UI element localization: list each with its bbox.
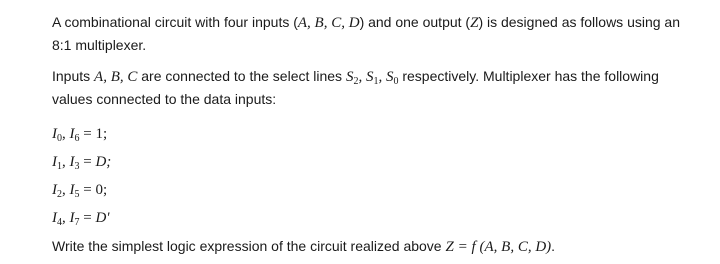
select-inputs-math: A, B, C bbox=[94, 69, 138, 85]
intro-text-3: ) is designed as follows using an 8:1 multiplexer. bbox=[52, 14, 680, 53]
question-task-paragraph bbox=[52, 235, 692, 258]
equation-rhs: 0; bbox=[95, 182, 108, 198]
intro-text-1: A combinational circuit with four inputs ( bbox=[52, 14, 298, 30]
task-function-math: f bbox=[471, 239, 476, 255]
task-text-1: Write the simplest logic expression of the circuit realized above bbox=[52, 238, 446, 254]
question-document bbox=[52, 11, 692, 258]
task-output-math: Z bbox=[445, 239, 454, 255]
equation-rhs: 1; bbox=[95, 126, 108, 142]
question-intro-paragraph bbox=[52, 11, 692, 56]
equation-rhs: D; bbox=[95, 154, 112, 170]
output-math: Z bbox=[470, 15, 479, 31]
select-text-2: are connected to the select lines bbox=[137, 68, 346, 84]
select-lines-math: $S_2$, $S_1$, $S_0$ bbox=[345, 69, 399, 87]
intro-text-2: ) and one output ( bbox=[359, 14, 471, 30]
question-select-paragraph bbox=[52, 65, 692, 110]
inputs-math: A, B, C, D bbox=[297, 15, 360, 31]
task-equals: = bbox=[453, 239, 472, 255]
select-text-1: Inputs bbox=[52, 68, 95, 84]
equation-i1-i3: $I_1$, $I_3 = D$; bbox=[52, 154, 112, 172]
equation-i0-i6: $I_0$, $I_6 = 1$; bbox=[52, 126, 108, 144]
task-text-2: . bbox=[551, 238, 556, 254]
task-args-math: (A, B, C, D) bbox=[479, 239, 552, 255]
select-text-3: respectively. Multiplexer has the following values connected to the data inputs: bbox=[52, 68, 659, 107]
equation-i2-i5: $I_2$, $I_5 = 0$; bbox=[52, 182, 108, 200]
equation-rhs: D' bbox=[95, 210, 110, 226]
equation-i4-i7: $I_4$, $I_7 = D'$ bbox=[52, 210, 110, 228]
